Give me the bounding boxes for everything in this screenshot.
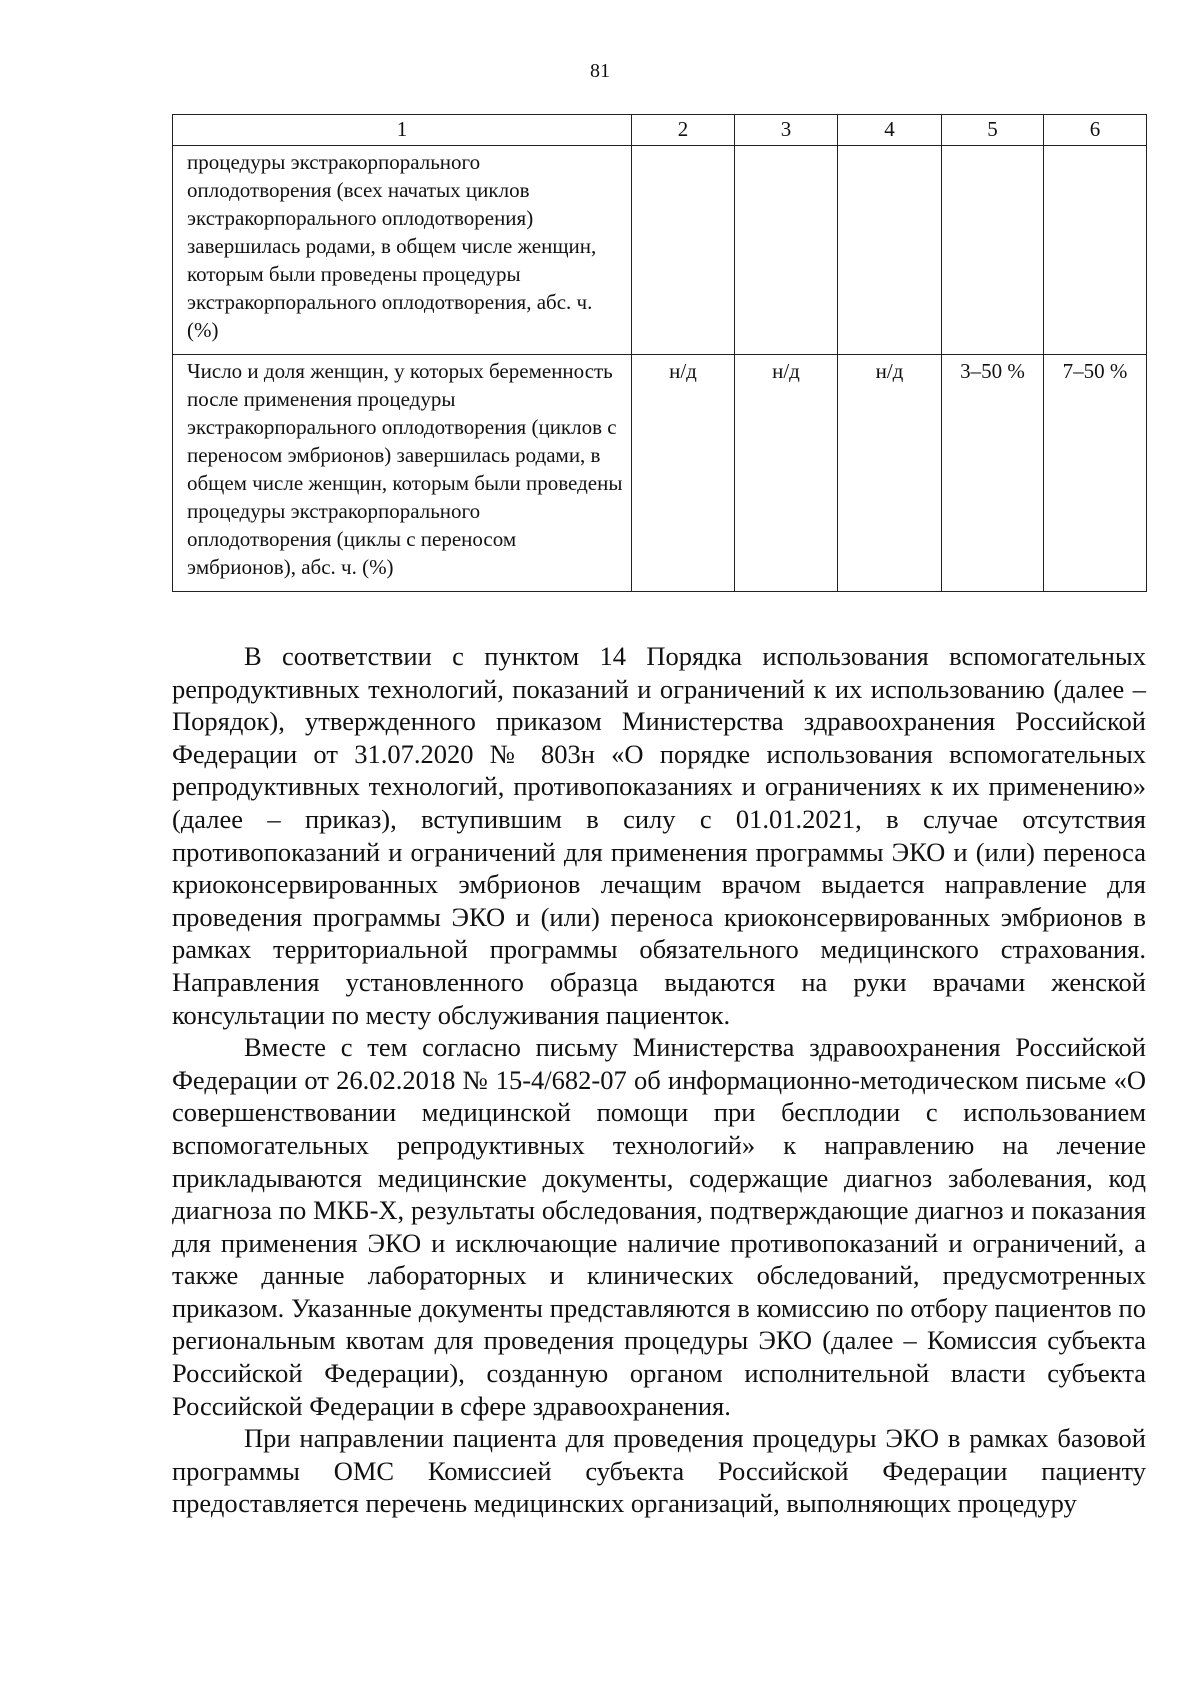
column-header: 3 (735, 115, 838, 146)
indicator-description: Число и доля женщин, у которых беременность после применения процедуры экстракорпорального оплодотворения (циклов с переносом эмбрионов) завершилась родами, в общем числе женщин, которым были проведены процедуры экстракорпорального оплодотворения (циклы с переносом эмбрионов), абс. ч. (%) (173, 355, 632, 592)
indicator-value (735, 146, 838, 355)
column-header: 6 (1044, 115, 1147, 146)
indicator-value (942, 146, 1044, 355)
column-header: 1 (173, 115, 632, 146)
indicator-description: процедуры экстракорпорального оплодотворения (всех начатых циклов экстракорпорального оплодотворения) завершилась родами, в общем числе женщин, которым были проведены процедуры экстракорпорального оплодотворения, абс. ч. (%) (173, 146, 632, 355)
body-text (172, 640, 1146, 1520)
table-header-row (173, 115, 1147, 146)
indicator-value: н/д (735, 355, 838, 592)
indicator-value: 3–50 % (942, 355, 1044, 592)
indicator-value (1044, 146, 1147, 355)
indicator-value (838, 146, 942, 355)
column-header: 5 (942, 115, 1044, 146)
paragraph: При направлении пациента для проведения процедуры ЭКО в рамках базовой программы ОМС Комиссией субъекта Российской Федерации пациенту предоставляется перечень медицинских организаций, выполняющих процедуру (172, 1423, 1146, 1519)
indicator-value: 7–50 % (1044, 355, 1147, 592)
page-number: 81 (590, 60, 610, 82)
indicators-table (172, 114, 1147, 592)
indicator-value: н/д (838, 355, 942, 592)
table-row (173, 355, 1147, 592)
indicator-value: н/д (632, 355, 735, 592)
indicator-value (632, 146, 735, 355)
paragraph: В соответствии с пунктом 14 Порядка использования вспомогательных репродуктивных технологий, показаний и ограничений к их использованию (далее – Порядок), утвержденного приказом Министерства здравоохранения Российской Федерации от 31.07.2020 № 803н «О порядке использования вспомогательных репродуктивных технологий, противопоказаниях и ограничениях к их применению» (далее – приказ), вступившим в силу с 01.01.2021, в случае отсутствия противопоказаний и ограничений для применения программы ЭКО и (или) переноса криоконсервированных эмбрионов лечащим врачом выдается направление для проведения программы ЭКО и (или) переноса криоконсервированных эмбрионов в рамках территориальной программы обязательного медицинского страхования. Направления установленного образца выдаются на руки врачами женской консультации по месту обслуживания пациенток. (172, 641, 1146, 1030)
table-row (173, 146, 1147, 355)
column-header: 4 (838, 115, 942, 146)
column-header: 2 (632, 115, 735, 146)
paragraph: Вместе с тем согласно письму Министерства здравоохранения Российской Федерации от 26.02.2018 № 15-4/682-07 об информационно-методическом письме «О совершенствовании медицинской помощи при бесплодии с использованием вспомогательных репродуктивных технологий» к направлению на лечение прикладываются медицинские документы, содержащие диагноз заболевания, код диагноза по МКБ-Х, результаты обследования, подтверждающие диагноз и показания для применения ЭКО и исключающие наличие противопоказаний и ограничений, а также данные лабораторных и клинических обследований, предусмотренных приказом. Указанные документы представляются в комиссию по отбору пациентов по региональным квотам для проведения процедуры ЭКО (далее – Комиссия субъекта Российской Федерации), созданную органом исполнительной власти субъекта Российской Федерации в сфере здравоохранения. (172, 1032, 1146, 1421)
